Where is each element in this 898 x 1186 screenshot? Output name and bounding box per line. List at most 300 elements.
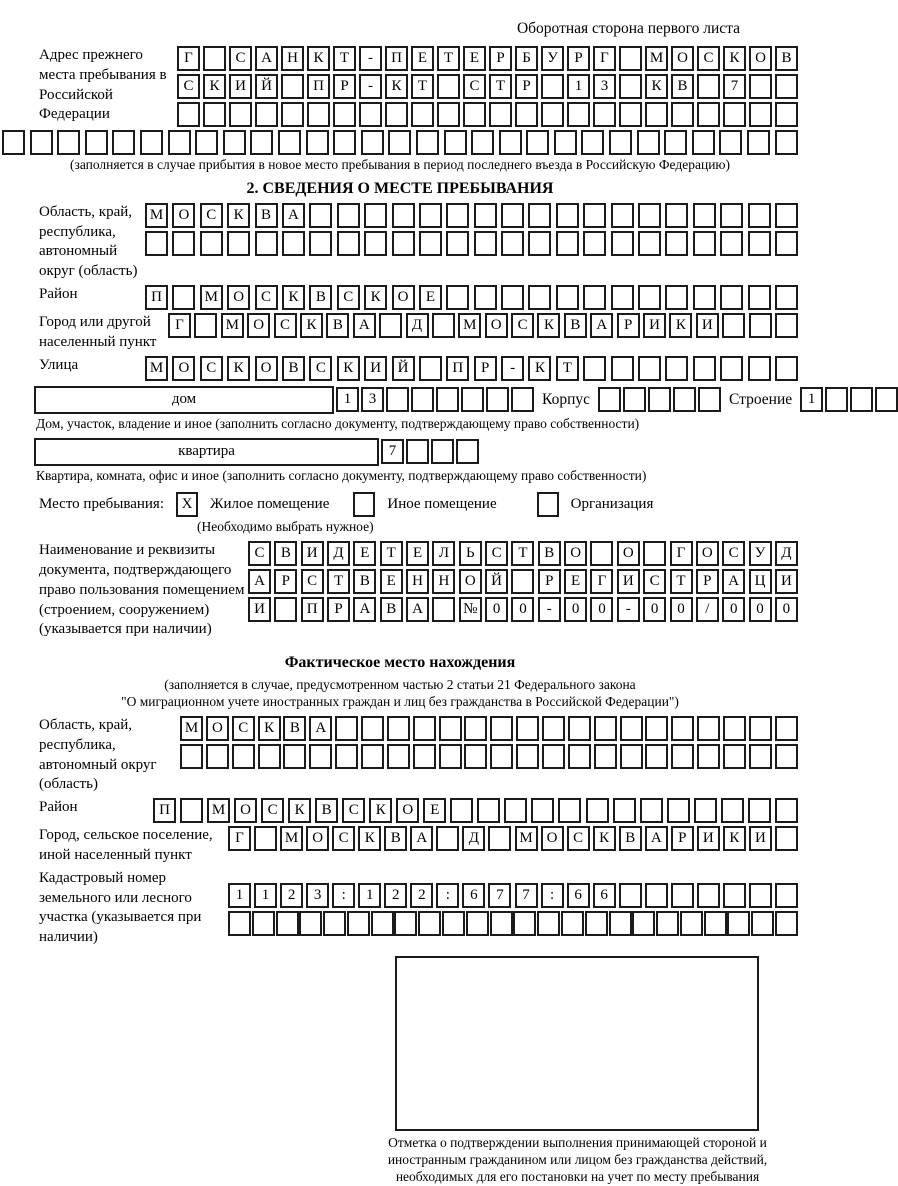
char-cell[interactable]: В	[564, 313, 587, 338]
char-cell[interactable]: Е	[423, 798, 446, 823]
char-cell[interactable]	[516, 716, 539, 741]
char-cell[interactable]: 7	[723, 74, 746, 99]
char-cell[interactable]	[432, 313, 455, 338]
char-cell[interactable]	[501, 203, 524, 228]
char-cell[interactable]: 0	[749, 597, 772, 622]
char-cell[interactable]	[611, 356, 634, 381]
char-cell[interactable]	[775, 74, 798, 99]
char-cell[interactable]	[446, 203, 469, 228]
char-cell[interactable]: О	[485, 313, 508, 338]
char-cell[interactable]	[276, 911, 299, 936]
char-cell[interactable]: 3	[306, 883, 329, 908]
char-cell[interactable]: А	[590, 313, 613, 338]
char-cell[interactable]	[228, 911, 251, 936]
char-cell[interactable]: Д	[327, 541, 350, 566]
char-cell[interactable]	[281, 74, 304, 99]
char-cell[interactable]: Д	[462, 826, 485, 851]
char-cell[interactable]	[511, 387, 534, 412]
char-cell[interactable]: Й	[485, 569, 508, 594]
char-cell[interactable]: А	[255, 46, 278, 71]
char-cell[interactable]: К	[364, 285, 387, 310]
char-cell[interactable]: О	[392, 285, 415, 310]
char-cell[interactable]: Н	[432, 569, 455, 594]
char-cell[interactable]: О	[459, 569, 482, 594]
char-cell[interactable]	[638, 203, 661, 228]
char-cell[interactable]: Р	[671, 826, 694, 851]
char-cell[interactable]	[665, 356, 688, 381]
char-cell[interactable]	[693, 356, 716, 381]
char-cell[interactable]	[623, 387, 646, 412]
char-cell[interactable]	[697, 102, 720, 127]
char-cell[interactable]	[671, 716, 694, 741]
char-cell[interactable]: Й	[255, 74, 278, 99]
char-cell[interactable]	[664, 130, 687, 155]
char-cell[interactable]: /	[696, 597, 719, 622]
char-cell[interactable]	[558, 798, 581, 823]
char-cell[interactable]	[203, 102, 226, 127]
char-cell[interactable]	[416, 130, 439, 155]
char-cell[interactable]	[461, 387, 484, 412]
char-cell[interactable]: 1	[800, 387, 823, 412]
char-cell[interactable]: О	[227, 285, 250, 310]
char-cell[interactable]	[542, 744, 565, 769]
char-cell[interactable]	[723, 744, 746, 769]
char-cell[interactable]: Е	[380, 569, 403, 594]
char-cell[interactable]	[194, 313, 217, 338]
char-cell[interactable]	[335, 716, 358, 741]
char-cell[interactable]	[337, 231, 360, 256]
char-cell[interactable]: Т	[437, 46, 460, 71]
char-cell[interactable]	[645, 102, 668, 127]
char-cell[interactable]	[490, 911, 513, 936]
char-cell[interactable]: К	[337, 356, 360, 381]
char-cell[interactable]	[386, 387, 409, 412]
char-cell[interactable]	[359, 102, 382, 127]
char-cell[interactable]	[594, 744, 617, 769]
char-cell[interactable]: Г	[670, 541, 693, 566]
char-cell[interactable]: О	[396, 798, 419, 823]
char-cell[interactable]	[748, 231, 771, 256]
char-cell[interactable]: С	[274, 313, 297, 338]
char-cell[interactable]	[556, 203, 579, 228]
char-cell[interactable]	[692, 130, 715, 155]
char-cell[interactable]	[516, 744, 539, 769]
char-cell[interactable]: О	[671, 46, 694, 71]
char-cell[interactable]: М	[458, 313, 481, 338]
char-cell[interactable]	[278, 130, 301, 155]
char-cell[interactable]: Р	[274, 569, 297, 594]
char-cell[interactable]	[413, 744, 436, 769]
char-cell[interactable]: П	[153, 798, 176, 823]
char-cell[interactable]: 0	[564, 597, 587, 622]
char-cell[interactable]: М	[207, 798, 230, 823]
char-cell[interactable]	[450, 798, 473, 823]
char-cell[interactable]: 0	[775, 597, 798, 622]
char-cell[interactable]	[723, 102, 746, 127]
char-cell[interactable]	[775, 130, 798, 155]
char-cell[interactable]	[513, 911, 536, 936]
char-cell[interactable]	[825, 387, 848, 412]
char-cell[interactable]	[406, 439, 429, 464]
char-cell[interactable]	[501, 285, 524, 310]
char-cell[interactable]	[471, 130, 494, 155]
char-cell[interactable]	[581, 130, 604, 155]
char-cell[interactable]	[619, 883, 642, 908]
char-cell[interactable]	[394, 911, 417, 936]
char-cell[interactable]	[748, 203, 771, 228]
char-cell[interactable]	[464, 716, 487, 741]
char-cell[interactable]	[748, 285, 771, 310]
char-cell[interactable]	[720, 356, 743, 381]
char-cell[interactable]	[609, 130, 632, 155]
char-cell[interactable]: К	[358, 826, 381, 851]
char-cell[interactable]	[195, 130, 218, 155]
char-cell[interactable]: Е	[411, 46, 434, 71]
char-cell[interactable]: 2	[280, 883, 303, 908]
char-cell[interactable]	[299, 911, 322, 936]
char-cell[interactable]: П	[307, 74, 330, 99]
char-cell[interactable]	[637, 130, 660, 155]
char-cell[interactable]: С	[301, 569, 324, 594]
char-cell[interactable]	[145, 231, 168, 256]
char-cell[interactable]: В	[538, 541, 561, 566]
char-cell[interactable]	[775, 883, 798, 908]
checkbox-zhiloe[interactable]: X	[176, 492, 198, 517]
char-cell[interactable]	[693, 231, 716, 256]
char-cell[interactable]: Р	[617, 313, 640, 338]
char-cell[interactable]	[306, 130, 329, 155]
char-cell[interactable]: А	[282, 203, 305, 228]
char-cell[interactable]	[561, 911, 584, 936]
char-cell[interactable]	[719, 130, 742, 155]
char-cell[interactable]	[411, 102, 434, 127]
char-cell[interactable]	[446, 231, 469, 256]
char-cell[interactable]: О	[696, 541, 719, 566]
char-cell[interactable]	[499, 130, 522, 155]
char-cell[interactable]: С	[261, 798, 284, 823]
char-cell[interactable]	[640, 798, 663, 823]
char-cell[interactable]: 1	[228, 883, 251, 908]
char-cell[interactable]	[775, 313, 798, 338]
char-cell[interactable]: Г	[590, 569, 613, 594]
char-cell[interactable]	[568, 744, 591, 769]
char-cell[interactable]: В	[274, 541, 297, 566]
char-cell[interactable]: -	[617, 597, 640, 622]
char-cell[interactable]	[693, 285, 716, 310]
char-cell[interactable]: Д	[775, 541, 798, 566]
char-cell[interactable]	[30, 130, 53, 155]
char-cell[interactable]	[583, 285, 606, 310]
char-cell[interactable]: М	[645, 46, 668, 71]
char-cell[interactable]	[464, 744, 487, 769]
char-cell[interactable]	[556, 231, 579, 256]
char-cell[interactable]: К	[227, 203, 250, 228]
char-cell[interactable]: А	[410, 826, 433, 851]
kvartira-type-box[interactable]: квартира	[34, 438, 379, 466]
char-cell[interactable]: А	[406, 597, 429, 622]
char-cell[interactable]	[309, 203, 332, 228]
char-cell[interactable]	[775, 744, 798, 769]
char-cell[interactable]: О	[234, 798, 257, 823]
char-cell[interactable]: С	[332, 826, 355, 851]
char-cell[interactable]	[667, 798, 690, 823]
char-cell[interactable]	[875, 387, 898, 412]
char-cell[interactable]: №	[459, 597, 482, 622]
char-cell[interactable]	[387, 716, 410, 741]
char-cell[interactable]: М	[180, 716, 203, 741]
char-cell[interactable]: А	[353, 597, 376, 622]
char-cell[interactable]: С	[200, 203, 223, 228]
char-cell[interactable]	[775, 285, 798, 310]
char-cell[interactable]	[431, 439, 454, 464]
char-cell[interactable]: Р	[327, 597, 350, 622]
char-cell[interactable]	[648, 387, 671, 412]
char-cell[interactable]	[361, 130, 384, 155]
char-cell[interactable]	[619, 74, 642, 99]
char-cell[interactable]	[704, 911, 727, 936]
char-cell[interactable]	[611, 231, 634, 256]
char-cell[interactable]	[413, 716, 436, 741]
char-cell[interactable]	[388, 130, 411, 155]
char-cell[interactable]	[526, 130, 549, 155]
char-cell[interactable]	[720, 231, 743, 256]
char-cell[interactable]: И	[229, 74, 252, 99]
char-cell[interactable]: Ь	[459, 541, 482, 566]
char-cell[interactable]	[537, 911, 560, 936]
char-cell[interactable]: -	[359, 74, 382, 99]
char-cell[interactable]	[568, 716, 591, 741]
char-cell[interactable]	[673, 387, 696, 412]
char-cell[interactable]: 0	[485, 597, 508, 622]
char-cell[interactable]	[775, 102, 798, 127]
char-cell[interactable]	[528, 203, 551, 228]
char-cell[interactable]	[693, 203, 716, 228]
char-cell[interactable]	[775, 203, 798, 228]
char-cell[interactable]: П	[145, 285, 168, 310]
char-cell[interactable]: Г	[177, 46, 200, 71]
char-cell[interactable]	[697, 883, 720, 908]
char-cell[interactable]	[697, 744, 720, 769]
char-cell[interactable]	[392, 231, 415, 256]
char-cell[interactable]: Т	[489, 74, 512, 99]
char-cell[interactable]: А	[248, 569, 271, 594]
char-cell[interactable]: А	[353, 313, 376, 338]
char-cell[interactable]: С	[248, 541, 271, 566]
char-cell[interactable]: Т	[411, 74, 434, 99]
char-cell[interactable]: О	[541, 826, 564, 851]
char-cell[interactable]: С	[255, 285, 278, 310]
char-cell[interactable]	[556, 285, 579, 310]
char-cell[interactable]: О	[206, 716, 229, 741]
char-cell[interactable]	[177, 102, 200, 127]
char-cell[interactable]: Б	[515, 46, 538, 71]
char-cell[interactable]	[309, 744, 332, 769]
char-cell[interactable]	[252, 911, 275, 936]
char-cell[interactable]: Н	[406, 569, 429, 594]
char-cell[interactable]	[749, 883, 772, 908]
char-cell[interactable]: Т	[380, 541, 403, 566]
char-cell[interactable]: В	[282, 356, 305, 381]
char-cell[interactable]	[112, 130, 135, 155]
char-cell[interactable]	[694, 798, 717, 823]
char-cell[interactable]	[258, 744, 281, 769]
char-cell[interactable]	[586, 798, 609, 823]
char-cell[interactable]: Н	[281, 46, 304, 71]
char-cell[interactable]	[611, 285, 634, 310]
checkbox-organizaciya[interactable]	[537, 492, 559, 517]
char-cell[interactable]	[474, 231, 497, 256]
char-cell[interactable]: 7	[381, 439, 404, 464]
char-cell[interactable]	[697, 716, 720, 741]
char-cell[interactable]: 7	[515, 883, 538, 908]
char-cell[interactable]	[385, 102, 408, 127]
char-cell[interactable]	[255, 102, 278, 127]
char-cell[interactable]	[203, 46, 226, 71]
char-cell[interactable]: Р	[696, 569, 719, 594]
char-cell[interactable]	[775, 231, 798, 256]
char-cell[interactable]: 6	[462, 883, 485, 908]
char-cell[interactable]	[620, 744, 643, 769]
char-cell[interactable]	[437, 102, 460, 127]
char-cell[interactable]	[361, 716, 384, 741]
char-cell[interactable]	[444, 130, 467, 155]
char-cell[interactable]	[371, 911, 394, 936]
char-cell[interactable]	[611, 203, 634, 228]
char-cell[interactable]: 3	[361, 387, 384, 412]
char-cell[interactable]: В	[671, 74, 694, 99]
char-cell[interactable]	[727, 911, 750, 936]
char-cell[interactable]: Т	[327, 569, 350, 594]
char-cell[interactable]	[567, 102, 590, 127]
char-cell[interactable]	[721, 798, 744, 823]
char-cell[interactable]: И	[364, 356, 387, 381]
char-cell[interactable]: В	[384, 826, 407, 851]
char-cell[interactable]	[638, 285, 661, 310]
char-cell[interactable]	[361, 744, 384, 769]
char-cell[interactable]: И	[617, 569, 640, 594]
char-cell[interactable]: Р	[538, 569, 561, 594]
char-cell[interactable]: Т	[511, 541, 534, 566]
char-cell[interactable]	[583, 231, 606, 256]
char-cell[interactable]: С	[232, 716, 255, 741]
char-cell[interactable]	[418, 911, 441, 936]
char-cell[interactable]: 6	[567, 883, 590, 908]
char-cell[interactable]	[619, 46, 642, 71]
char-cell[interactable]: И	[696, 313, 719, 338]
char-cell[interactable]	[232, 744, 255, 769]
char-cell[interactable]: Т	[670, 569, 693, 594]
char-cell[interactable]	[436, 826, 459, 851]
char-cell[interactable]	[85, 130, 108, 155]
char-cell[interactable]: М	[145, 203, 168, 228]
char-cell[interactable]: В	[353, 569, 376, 594]
char-cell[interactable]: И	[301, 541, 324, 566]
char-cell[interactable]	[432, 597, 455, 622]
char-cell[interactable]	[446, 285, 469, 310]
char-cell[interactable]	[680, 911, 703, 936]
char-cell[interactable]: К	[723, 826, 746, 851]
char-cell[interactable]: 0	[643, 597, 666, 622]
char-cell[interactable]	[697, 74, 720, 99]
char-cell[interactable]	[227, 231, 250, 256]
char-cell[interactable]: И	[775, 569, 798, 594]
char-cell[interactable]: О	[564, 541, 587, 566]
char-cell[interactable]	[583, 203, 606, 228]
char-cell[interactable]: В	[255, 203, 278, 228]
checkbox-inoe[interactable]	[353, 492, 375, 517]
char-cell[interactable]	[255, 231, 278, 256]
char-cell[interactable]: И	[643, 313, 666, 338]
char-cell[interactable]	[477, 798, 500, 823]
char-cell[interactable]	[749, 313, 772, 338]
char-cell[interactable]: С	[485, 541, 508, 566]
char-cell[interactable]: М	[280, 826, 303, 851]
char-cell[interactable]: П	[385, 46, 408, 71]
char-cell[interactable]: О	[749, 46, 772, 71]
char-cell[interactable]: Л	[432, 541, 455, 566]
char-cell[interactable]	[775, 716, 798, 741]
char-cell[interactable]	[749, 74, 772, 99]
char-cell[interactable]	[541, 74, 564, 99]
char-cell[interactable]: К	[307, 46, 330, 71]
char-cell[interactable]	[168, 130, 191, 155]
char-cell[interactable]	[594, 716, 617, 741]
char-cell[interactable]	[439, 744, 462, 769]
char-cell[interactable]: О	[306, 826, 329, 851]
char-cell[interactable]	[665, 231, 688, 256]
char-cell[interactable]	[488, 826, 511, 851]
char-cell[interactable]: Е	[406, 541, 429, 566]
char-cell[interactable]	[665, 203, 688, 228]
char-cell[interactable]	[722, 313, 745, 338]
char-cell[interactable]: К	[227, 356, 250, 381]
char-cell[interactable]: О	[172, 356, 195, 381]
char-cell[interactable]	[656, 911, 679, 936]
char-cell[interactable]	[638, 356, 661, 381]
char-cell[interactable]	[620, 716, 643, 741]
char-cell[interactable]: К	[645, 74, 668, 99]
char-cell[interactable]: Г	[228, 826, 251, 851]
char-cell[interactable]: Р	[474, 356, 497, 381]
char-cell[interactable]	[583, 356, 606, 381]
char-cell[interactable]: К	[369, 798, 392, 823]
char-cell[interactable]	[542, 716, 565, 741]
char-cell[interactable]	[274, 597, 297, 622]
char-cell[interactable]: О	[617, 541, 640, 566]
char-cell[interactable]	[511, 569, 534, 594]
char-cell[interactable]	[723, 883, 746, 908]
char-cell[interactable]: 1	[254, 883, 277, 908]
char-cell[interactable]	[720, 203, 743, 228]
char-cell[interactable]: А	[722, 569, 745, 594]
char-cell[interactable]	[229, 102, 252, 127]
char-cell[interactable]: К	[593, 826, 616, 851]
char-cell[interactable]: У	[541, 46, 564, 71]
char-cell[interactable]	[437, 74, 460, 99]
char-cell[interactable]	[474, 203, 497, 228]
char-cell[interactable]: С	[342, 798, 365, 823]
char-cell[interactable]: П	[446, 356, 469, 381]
char-cell[interactable]: :	[332, 883, 355, 908]
char-cell[interactable]: 6	[593, 883, 616, 908]
char-cell[interactable]	[850, 387, 873, 412]
char-cell[interactable]: 3	[593, 74, 616, 99]
char-cell[interactable]: О	[172, 203, 195, 228]
char-cell[interactable]: Г	[168, 313, 191, 338]
char-cell[interactable]	[671, 883, 694, 908]
char-cell[interactable]	[749, 716, 772, 741]
char-cell[interactable]: О	[247, 313, 270, 338]
